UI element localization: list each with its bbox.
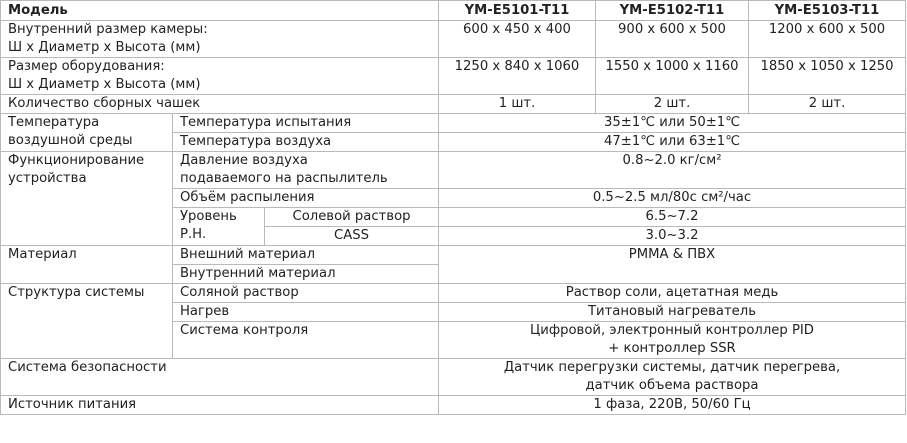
inner-material-label: Внутренний материал <box>173 265 439 284</box>
temperature-label: Температура воздушной среды <box>1 114 173 152</box>
cass-label: CASS <box>265 227 439 246</box>
power-value: 1 фаза, 220В, 50/60 Гц <box>439 396 906 415</box>
air-temperature-label: Температура воздуха <box>173 133 439 152</box>
equipment-size-value-2: 1550 x 1000 x 1160 <box>596 58 749 95</box>
inner-size-value-3: 1200 x 600 x 500 <box>749 21 906 58</box>
inner-size-value-2: 900 x 600 x 500 <box>596 21 749 58</box>
material-label: Материал <box>1 246 173 284</box>
heating-label: Нагрев <box>173 303 439 322</box>
table-row <box>1 114 906 133</box>
function-label: Функционирование устройства <box>1 152 173 246</box>
air-pressure-value: 0.8~2.0 кг/см² <box>439 152 906 189</box>
air-temperature-value: 47±1℃ или 63±1℃ <box>439 133 906 152</box>
salt-solution-value: 6.5~7.2 <box>439 208 906 227</box>
salt-spray-value: Раствор соли, ацетатная медь <box>439 284 906 303</box>
equipment-size-value-1: 1250 x 840 x 1060 <box>439 58 596 95</box>
model-header-1: YM-E5101-T11 <box>439 1 596 21</box>
spray-volume-label: Объём распыления <box>173 189 439 208</box>
control-system-value: Цифровой, электронный контроллер PID + контроллер SSR <box>439 322 906 359</box>
model-header-3: YM-E5103-T11 <box>749 1 906 21</box>
inner-size-value-1: 600 x 450 x 400 <box>439 21 596 58</box>
equipment-size-label: Размер оборудования: Ш х Диаметр х Высота (мм) <box>1 58 439 95</box>
material-value: PMMA & ПВХ <box>439 246 906 284</box>
table-row <box>1 152 906 189</box>
table-row <box>1 284 906 303</box>
test-temperature-label: Температура испытания <box>173 114 439 133</box>
safety-value: Датчик перегрузки системы, датчик перегрева, датчик объема раствора <box>439 359 906 396</box>
table-header-row <box>1 1 906 21</box>
ph-level-label: Уровень Р.Н. <box>173 208 265 246</box>
cass-value: 3.0~3.2 <box>439 227 906 246</box>
table-row <box>1 95 906 114</box>
salt-spray-label: Соляной раствор <box>173 284 439 303</box>
table-row <box>1 396 906 415</box>
cups-value-1: 1 шт. <box>439 95 596 114</box>
table-row <box>1 359 906 396</box>
cups-value-3: 2 шт. <box>749 95 906 114</box>
structure-label: Структура системы <box>1 284 173 359</box>
test-temperature-value: 35±1℃ или 50±1℃ <box>439 114 906 133</box>
table-row <box>1 58 906 95</box>
inner-size-label: Внутренний размер камеры: Ш х Диаметр х Высота (мм) <box>1 21 439 58</box>
cups-label: Количество сборных чашек <box>1 95 439 114</box>
model-header-2: YM-E5102-T11 <box>596 1 749 21</box>
table-row <box>1 21 906 58</box>
air-pressure-label: Давление воздуха подаваемого на распылитель <box>173 152 439 189</box>
cups-value-2: 2 шт. <box>596 95 749 114</box>
heating-value: Титановый нагреватель <box>439 303 906 322</box>
outer-material-label: Внешний материал <box>173 246 439 265</box>
control-system-label: Система контроля <box>173 322 439 359</box>
equipment-size-value-3: 1850 x 1050 x 1250 <box>749 58 906 95</box>
safety-label: Система безопасности <box>1 359 439 396</box>
model-header-cell: Модель <box>1 1 439 21</box>
salt-solution-label: Солевой раствор <box>265 208 439 227</box>
spray-volume-value: 0.5~2.5 мл/80с см²/час <box>439 189 906 208</box>
table-row <box>1 246 906 265</box>
power-label: Источник питания <box>1 396 439 415</box>
